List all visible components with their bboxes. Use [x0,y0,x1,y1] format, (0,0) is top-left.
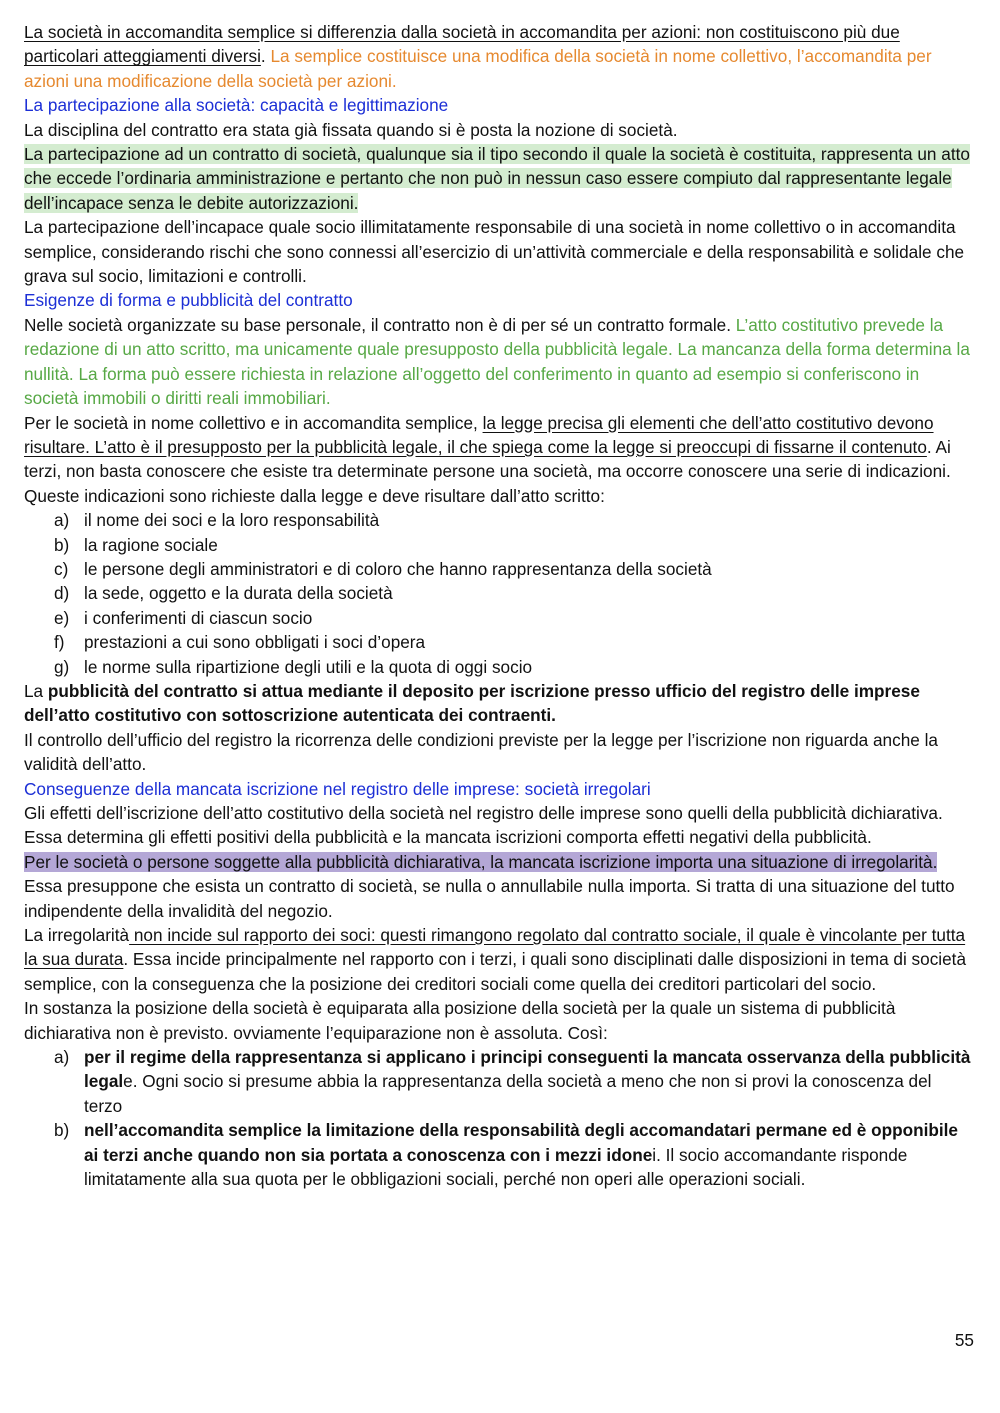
document-page [24,20,974,1192]
list-marker: f) [54,632,65,653]
paragraph-indicazioni: Queste indicazioni sono richieste dalla legge e deve risultare dall’atto scritto: [24,485,605,506]
text-span: . Essa incide principalmente nel rapporto con i terzi, i quali sono disciplinati dalle disposizioni in tema di società semplice, con la conseguenza che la posizione dei creditori sociali come quella dei creditori particolari del socio. [24,949,967,994]
paragraph-societa-personale [24,313,974,411]
list-equiparazione [24,1045,974,1191]
list-item [24,557,974,581]
list-item [24,581,974,605]
paragraph-irregolarita [24,850,974,923]
heading-forma-pubblicita: Esigenze di forma e pubblicità del contratto [24,290,353,311]
paragraph-controllo-ufficio: Il controllo dell’ufficio del registro la ricorrenza delle condizioni previste per la legge per l’iscrizione non riguarda anche la validità dell’atto. [24,729,938,775]
paragraph-effetti-iscrizione: Gli effetti dell’iscrizione dell’atto costitutivo della società nel registro delle imprese sono quelli della pubblicità dichiarativa. Essa determina gli effetti positivi della pubblicità e la mancata iscrizioni comporta effetti negativi della pubblicità. [24,803,943,848]
heading-societa-irregolari: Conseguenze della mancata iscrizione nel registro delle imprese: società irregolari [24,778,651,799]
text-span: . [260,46,271,67]
bold-text: pubblicità del contratto si attua mediante il deposito per iscrizione presso ufficio del registro delle imprese dell’atto costitutivo con sottoscrizione autenticata dei contraenti. [24,680,920,726]
paragraph-nome-collettivo [24,411,974,484]
list-marker: b) [54,1120,70,1141]
underlined-text: la legge precisa gli elementi che dell’atto costitutivo devono risultare. L’atto è il presupposto per la pubblicità legale, il che spiega come la legge si preoccupi di fissarne il contenuto [24,412,934,457]
text-span: Nelle società organizzate su base personale, il contratto non è di per sé un contratto formale. [24,314,736,335]
list-marker: b) [54,534,70,555]
text-span: e. Ogni socio si presume abbia la rappresentanza della società a meno che non si provi la conoscenza del terzo [84,1071,932,1116]
list-item [24,508,974,532]
list-item [24,606,974,630]
text-span: La irregolarità [24,925,130,946]
paragraph-partecipazione-contratto [24,142,974,215]
list-item [24,1045,974,1118]
bold-text: nell’accomandita semplice la limitazione della responsabilità degli accomandatari permane ed è opponibile ai terzi anche quando non sia portata a conoscenza con i mezzi idone [84,1120,958,1165]
text-span: Per le società in nome collettivo e in accomandita semplice, [24,412,483,433]
list-item [24,630,974,654]
list-item [24,655,974,679]
list-text: le norme sulla ripartizione degli utili e la quota di oggi socio [84,656,533,677]
list-text: il nome dei soci e la loro responsabilità [84,510,380,531]
paragraph-pubblicita-contratto [24,679,974,728]
list-text: le persone degli amministratori e di coloro che hanno rappresentanza della società [84,558,712,579]
paragraph-incapace: La partecipazione dell’incapace quale socio illimitatamente responsabile di una società in nome collettivo o in accomandita semplice, considerando rischi che sono connessi all’esercizio di un’attività commerciale e della responsabilità e solidale che grava sul socio, limitazioni e controlli. [24,217,965,287]
list-item [24,1118,974,1191]
bold-text: per il regime della rappresentanza si applicano i principi conseguenti la mancata osservanza della pubblicità legal [84,1047,971,1092]
underlined-text: La società in accomandita semplice si differenzia dalla società in accomandita per azioni: non costituiscono più due particolari atteggiamenti diversi [24,22,900,67]
list-text: la ragione sociale [84,534,218,555]
text-span: . Ai terzi, non basta conoscere che esiste tra determinate persone una società, ma occorre conoscere una serie di indicazioni. [24,436,951,482]
underlined-text: non incide sul rapporto dei soci: questi rimangono regolato dal contratto sociale, il quale è vincolante per tutta la sua durata [24,925,966,970]
heading-partecipazione: La partecipazione alla società: capacità e legittimazione [24,95,449,116]
list-item [24,533,974,557]
paragraph-disciplina: La disciplina del contratto era stata già fissata quando si è posta la nozione di società. [24,119,678,140]
list-indicazioni [24,508,974,679]
list-text [84,1045,974,1118]
text-span: Essa presuppone che esista un contratto di società, se nulla o annullabile nulla importa. Si tratta di una situazione del tutto indipendente della invalidità del negozio. [24,876,955,921]
green-highlight-text: La partecipazione ad un contratto di società, qualunque sia il tipo secondo il quale la società è costituita, rappresenta un atto che eccede l’ordinaria amministrazione e pertanto che non può in nessun caso essere compiuto dal rappresentante legale dell’incapace senza le debite autorizzazioni. [24,144,970,213]
text-span: La [24,680,48,701]
orange-text: La semplice costituisce una modifica della società in nome collettivo, l’accomandita per azioni una modificazione della società per azioni. [24,46,932,91]
paragraph-rapporto-soci [24,923,974,996]
paragraph-sostanza: In sostanza la posizione della società è equiparata alla posizione della società per la quale un sistema di pubblicità dichiarativa non è previsto. ovviamente l’equiparazione non è assoluta. Così: [24,998,896,1043]
list-text: prestazioni a cui sono obbligati i soci d’opera [84,632,426,653]
page-number: 55 [954,1330,974,1350]
list-text [84,1118,974,1191]
list-text: la sede, oggetto e la durata della società [84,583,393,604]
list-marker: d) [54,583,70,604]
text-span: i. Il socio accomandante risponde limitatamente alla sua quota per le obbligazioni sociali, perché non operi alle operazioni sociali. [84,1144,908,1190]
paragraph-accomandita [24,20,974,93]
list-marker: c) [54,558,69,579]
list-marker: a) [54,510,70,531]
list-text: i conferimenti di ciascun socio [84,607,313,628]
green-text: L’atto costitutivo prevede la redazione di un atto scritto, ma unicamente quale presupposto della pubblicità legale. La mancanza della forma determina la nullità. La forma può essere richiesta in relazione all’oggetto del conferimento in quanto ad esempio si conferiscono in società immobili o diritti reali immobiliari. [24,314,970,409]
list-marker: g) [54,656,70,677]
purple-highlight-text: Per le società o persone soggette alla pubblicità dichiarativa, la mancata iscrizione importa una situazione di irregolarità. [24,851,938,872]
list-marker: a) [54,1047,70,1068]
list-marker: e) [54,607,70,628]
